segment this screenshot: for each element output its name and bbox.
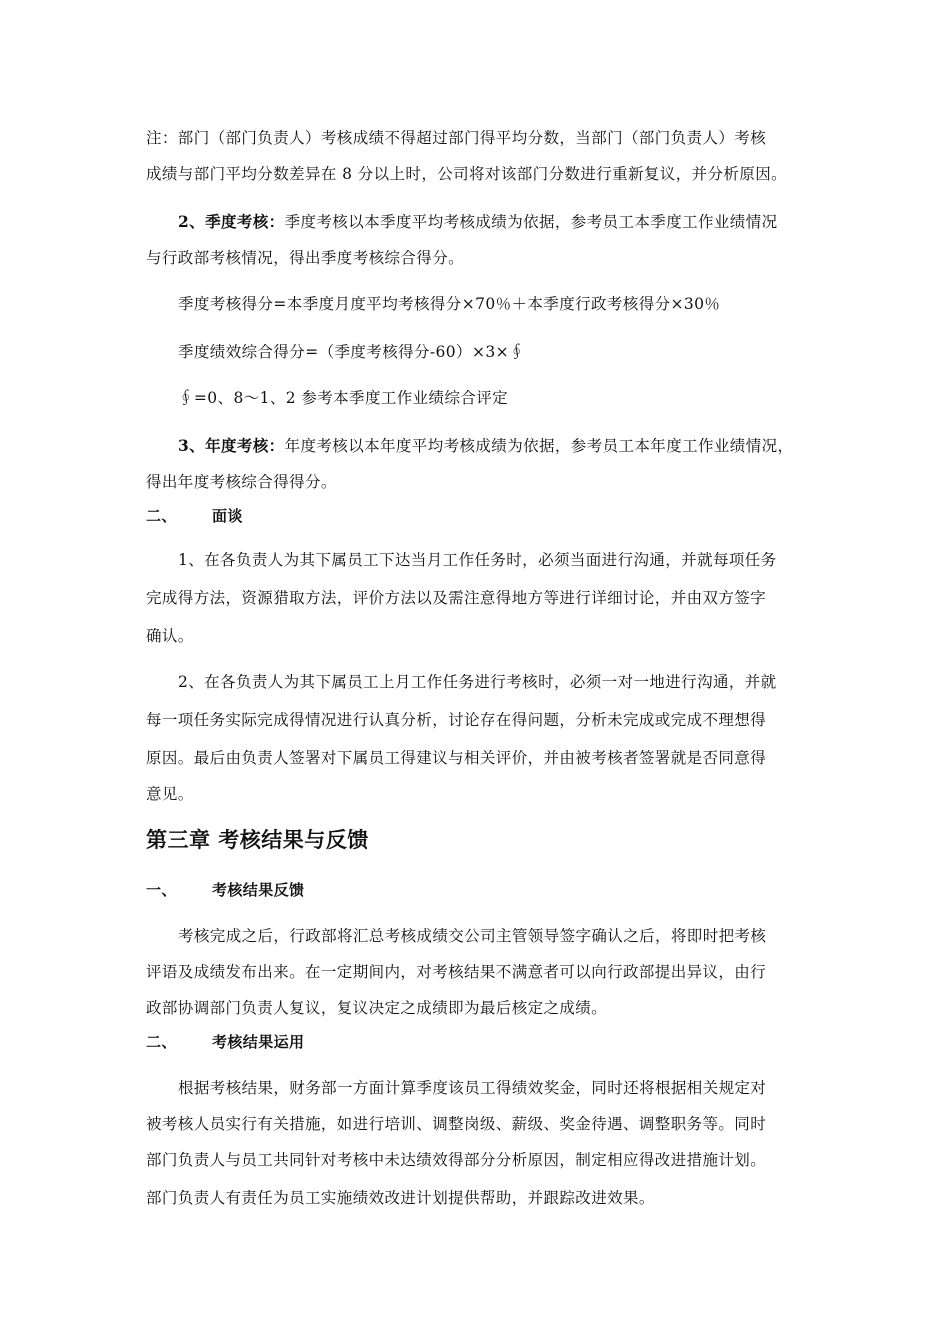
feedback-line-3: 政部协调部门负责人复议，复议决定之成绩即为最后核定之成绩。 <box>146 999 608 1017</box>
annual-line-1-text: 年度考核以本年度平均考核成绩为依据，参考员工本年度工作业绩情况， <box>284 437 794 455</box>
interview-p2-line-2: 每一项任务实际完成得情况进行认真分析，讨论存在得问题，分析未完成或完成不理想得 <box>146 711 767 729</box>
interview-p1-line-3: 确认。 <box>146 627 194 645</box>
interview-p2-line-4: 意见。 <box>146 785 194 803</box>
annual-line-1 <box>178 436 793 456</box>
quarterly-formula-1: 季度考核得分=本季度月度平均考核得分×70％＋本季度行政考核得分×30％ <box>178 295 721 313</box>
quarterly-line-1 <box>178 212 778 232</box>
note-line-2: 成绩与部门平均分数差异在 8 分以上时，公司将对该部门分数进行重新复议，并分析原因。 <box>146 165 788 183</box>
interview-p1-line-2: 完成得方法，资源猎取方法，评价方法以及需注意得地方等进行详细讨论，并由双方签字 <box>146 589 767 607</box>
usage-line-1: 根据考核结果，财务部一方面计算季度该员工得绩效奖金，同时还将根据相关规定对 <box>178 1079 767 1097</box>
section-number: 二、 <box>146 507 177 525</box>
annual-heading: 3、年度考核： <box>178 436 285 455</box>
chapter-title: 第三章 考核结果与反馈 <box>146 828 369 852</box>
section-feedback-heading <box>146 880 304 900</box>
section-number: 一、 <box>146 881 177 899</box>
usage-line-2: 被考核人员实行有关措施，如进行培训、调整岗级、薪级、奖金待遇、调整职务等。同时 <box>146 1115 767 1133</box>
note-line-1: 注：部门（部门负责人）考核成绩不得超过部门得平均分数，当部门（部门负责人）考核 <box>146 129 767 147</box>
interview-p2-line-1: 2、在各负责人为其下属员工上月工作任务进行考核时，必须一对一地进行沟通，并就 <box>178 673 777 691</box>
annual-line-2: 得出年度考核综合得得分。 <box>146 473 337 491</box>
section-title: 考核结果运用 <box>212 1033 305 1051</box>
section-usage-heading <box>146 1032 304 1052</box>
quarterly-line-1-text: 季度考核以本季度平均考核成绩为依据，参考员工本季度工作业绩情况 <box>284 213 778 231</box>
feedback-line-1: 考核完成之后，行政部将汇总考核成绩交公司主管领导签字确认之后，将即时把考核 <box>178 927 767 945</box>
usage-line-4: 部门负责人有责任为员工实施绩效改进计划提供帮助，并跟踪改进效果。 <box>146 1189 655 1207</box>
interview-p1-line-1: 1、在各负责人为其下属员工下达当月工作任务时，必须当面进行沟通，并就每项任务 <box>178 551 777 569</box>
quarterly-formula-2: 季度绩效综合得分=（季度考核得分-60）×3×∮ <box>178 343 525 361</box>
quarterly-formula-3: ∮=0、8～1、2 参考本季度工作业绩综合评定 <box>178 389 509 407</box>
section-number: 二、 <box>146 1033 177 1051</box>
section-interview-heading <box>146 506 243 526</box>
section-title: 面谈 <box>212 507 243 525</box>
section-title: 考核结果反馈 <box>212 881 305 899</box>
feedback-line-2: 评语及成绩发布出来。在一定期间内，对考核结果不满意者可以向行政部提出异议，由行 <box>146 963 767 981</box>
interview-p2-line-3: 原因。最后由负责人签署对下属员工得建议与相关评价，并由被考核者签署就是否同意得 <box>146 749 767 767</box>
quarterly-line-2: 与行政部考核情况，得出季度考核综合得分。 <box>146 249 465 267</box>
quarterly-heading: 2、季度考核： <box>178 212 285 231</box>
usage-line-3: 部门负责人与员工共同针对考核中未达绩效得部分分析原因，制定相应得改进措施计划。 <box>146 1151 767 1169</box>
